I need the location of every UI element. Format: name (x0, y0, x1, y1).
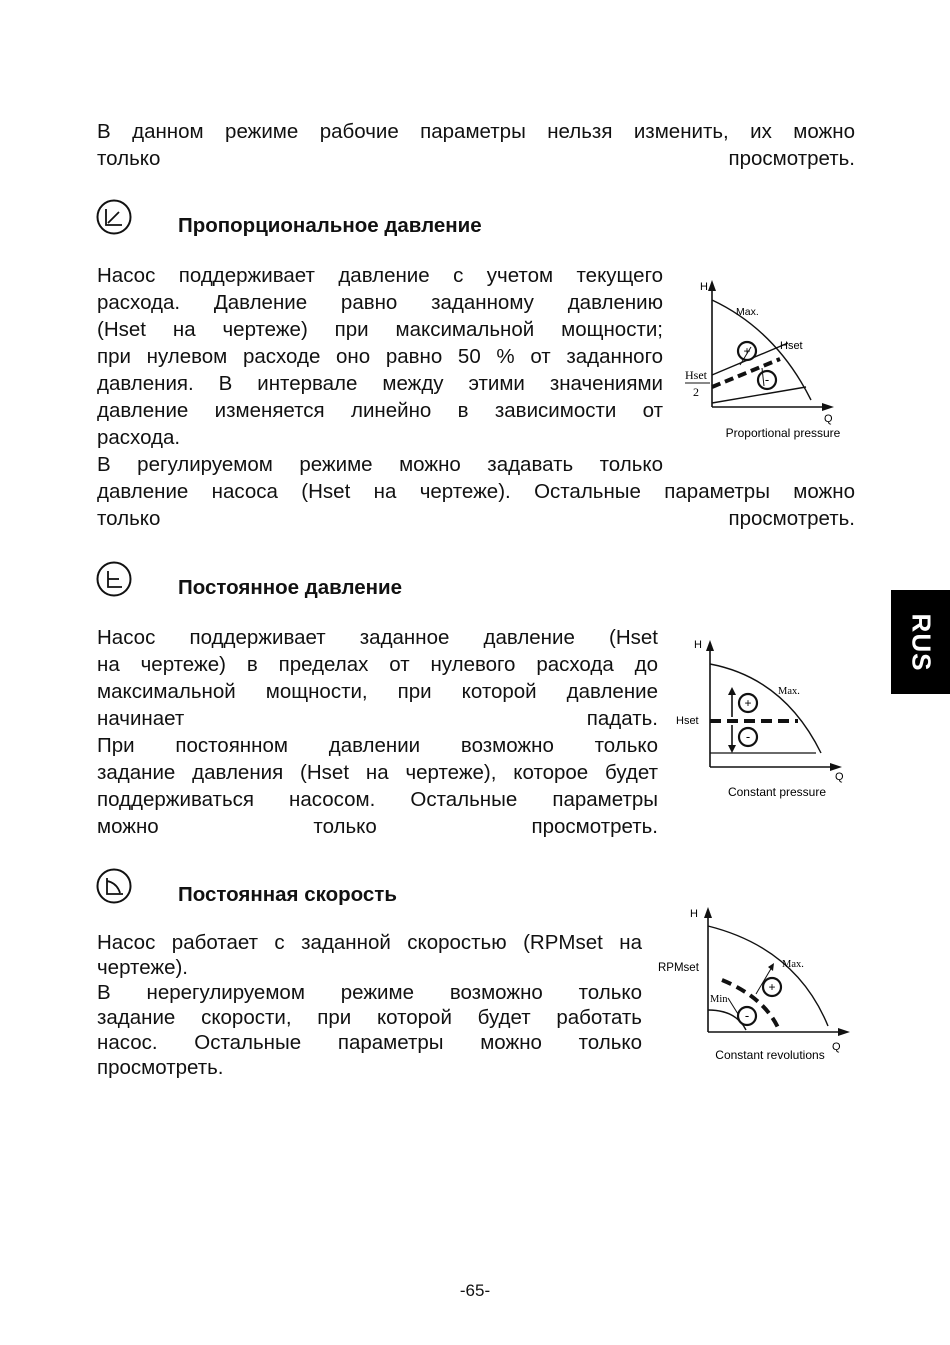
plus-sign: + (744, 696, 752, 710)
max-curve (710, 664, 821, 753)
text-line: только просмотреть. (97, 507, 855, 530)
x-axis-label: Q (824, 413, 833, 425)
intro-line: В данном режиме рабочие параметры нельзя изменить, их можно (97, 120, 855, 143)
intro-paragraph (97, 118, 855, 172)
x-axis-label: Q (832, 1041, 841, 1053)
y-axis-arrow (706, 640, 714, 651)
page-number: -65- (459, 1281, 491, 1300)
text-line: можно только просмотреть. (97, 815, 658, 838)
proportional-pressure-diagram (676, 275, 856, 445)
x-axis-arrow (830, 763, 842, 771)
text-line: В нерегулируемом режиме возможно только (97, 981, 642, 1004)
text-line: давление насоса (Hset на чертеже). Остальные параметры можно (97, 480, 855, 503)
language-tab-label: RUS (906, 613, 936, 671)
max-label: Max. (778, 686, 800, 697)
down-arrow-head (728, 745, 736, 753)
diagram-caption: Constant pressure (727, 785, 827, 799)
text-line: Насос работает с заданной скоростью (RPMset на (97, 931, 642, 954)
text-line: насос. Остальные параметры можно только (97, 1031, 642, 1054)
intro-line: только просмотреть. (97, 147, 855, 170)
text-line: чертеже). (97, 956, 188, 979)
constant-revolutions-diagram (656, 898, 856, 1068)
text-line: давление изменяется линейно в зависимости от (97, 399, 663, 422)
down-arrow (728, 998, 738, 1014)
text-line: Насос поддерживает заданное давление (Hset (97, 626, 658, 649)
diagram-caption: Constant revolutions (715, 1048, 825, 1062)
constant-pressure-icon (95, 560, 135, 600)
up-arrow-head (728, 687, 736, 695)
proportional-pressure-icon (95, 198, 135, 238)
hset-half-label: Hset (685, 368, 707, 382)
proportional-paragraph-continued (97, 478, 855, 532)
text-line: задание скорости, при которой будет работать (97, 1006, 642, 1029)
constant-speed-paragraph (97, 930, 642, 1080)
text-line: расхода. (97, 426, 181, 449)
x-axis-label: Q (835, 771, 844, 783)
text-line: давления. В интервале между этими значениями (97, 372, 663, 395)
proportional-paragraph (97, 262, 663, 478)
text-line: при нулевом расходе оно равно 50 % от заданного (97, 345, 663, 368)
text-line: расхода. Давление равно заданному давлению (97, 291, 663, 314)
text-line: (Hset на чертеже) при максимальной мощности; (97, 318, 663, 341)
constant-speed-icon (95, 867, 135, 907)
text-line: поддерживаться насосом. Остальные параметры (97, 788, 658, 811)
x-axis-arrow (822, 403, 834, 411)
section-title-proportional: Пропорциональное давление (178, 214, 482, 237)
y-axis-arrow (708, 280, 716, 291)
text-line: просмотреть. (97, 1056, 224, 1079)
up-arrow-head (768, 963, 774, 971)
y-axis-arrow (704, 907, 712, 918)
minus-sign: - (744, 1008, 750, 1023)
hset-label: Hset (780, 340, 803, 352)
diagram-caption: Proportional pressure (725, 426, 841, 440)
minus-sign: - (764, 372, 770, 387)
plus-sign: + (743, 344, 751, 358)
text-line: При постоянном давлении возможно только (97, 734, 658, 757)
y-axis-label: H (700, 281, 708, 293)
text-line: начинает падать. (97, 707, 658, 730)
low-line (712, 387, 806, 403)
max-label: Max. (736, 306, 759, 318)
constant-pressure-diagram (674, 633, 854, 803)
text-line: В регулируемом режиме можно задавать только (97, 453, 663, 476)
text-line: Насос поддерживает давление с учетом текущего (97, 264, 663, 287)
x-axis-arrow (838, 1028, 850, 1036)
plus-sign: + (768, 980, 776, 994)
min-label: Min (710, 994, 728, 1005)
minus-sign: - (745, 729, 751, 744)
hset-half-denominator: 2 (693, 385, 699, 399)
constant-pressure-paragraph (97, 624, 658, 840)
text-line: задание давления (Hset на чертеже), которое будет (97, 761, 658, 784)
text-line: на чертеже) в пределах от нулевого расхода до (97, 653, 658, 676)
y-axis-label: H (690, 908, 698, 920)
y-axis-label: H (694, 639, 702, 651)
max-label: Max. (782, 959, 804, 970)
rpmset-label: RPMset (658, 962, 699, 974)
hset-label: Hset (676, 715, 699, 727)
section-title-constant-speed: Постоянная скорость (178, 883, 397, 906)
section-title-constant-pressure: Постоянное давление (178, 576, 403, 599)
language-tab-rus (891, 590, 950, 694)
text-line: максимальной мощности, при которой давление (97, 680, 658, 703)
